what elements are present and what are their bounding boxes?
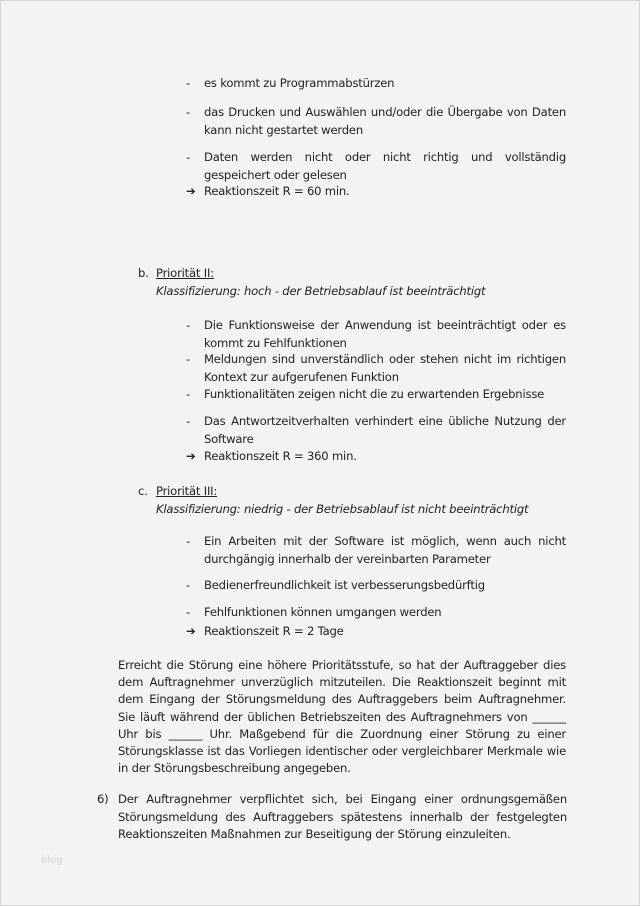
- escalation-paragraph: Erreicht die Störung eine höhere Prioritätsstufe, so hat der Auftraggeber dies dem Auftragnehmer unverzüglich mitzuteilen. Die Reaktionszeit beginnt mit dem Eingang der Störungsmeldung des Auftraggebers beim Auftragnehmer. Sie läuft während der üblichen Betriebszeiten des Auftragnehmers von ______ Uhr bis ______ Uhr. Maßgebend für die Zuordnung einer Störung zu einer Störungsklasse ist das Vorliegen identischer oder vergleichbarer Merkmale wie in der Störungsbeschreibung angegeben.: [118, 658, 566, 776]
- list-marker: c.: [138, 484, 148, 498]
- reaction-text: Reaktionszeit R = 2 Tage: [204, 624, 344, 638]
- dash-marker: -: [186, 150, 190, 164]
- arrow-icon: ➔: [186, 449, 196, 463]
- classification: Klassifizierung: hoch - der Betriebsablauf ist beeinträchtigt: [156, 283, 486, 298]
- bullet-text: Meldungen sind unverständlich oder stehen nicht im richtigen Kontext zur aufgerufenen Funktion: [204, 352, 566, 384]
- reaction-text: Reaktionszeit R = 360 min.: [204, 449, 357, 463]
- bullet-item: [186, 104, 566, 139]
- priority-3-heading: [138, 483, 568, 518]
- dash-marker: -: [186, 578, 190, 592]
- dash-marker: -: [186, 76, 190, 90]
- reaction-time: [186, 183, 566, 201]
- bullet-text: Fehlfunktionen können umgangen werden: [204, 605, 442, 619]
- bullet-text: Funktionalitäten zeigen nicht die zu erwartenden Ergebnisse: [204, 387, 545, 401]
- bullet-item: [186, 577, 566, 595]
- arrow-icon: ➔: [186, 624, 196, 638]
- bullet-item: [186, 75, 566, 93]
- bullet-item: [186, 413, 566, 448]
- reaction-time: [186, 623, 566, 641]
- dash-marker: -: [186, 318, 190, 332]
- arrow-icon: ➔: [186, 184, 196, 198]
- bullet-item: [186, 317, 566, 352]
- bullet-item: [186, 386, 566, 404]
- bullet-item: [186, 604, 566, 622]
- bullet-text: Bedienerfreundlichkeit ist verbesserungsbedürftig: [204, 578, 485, 592]
- bullet-item: [186, 149, 566, 184]
- bullet-item: [186, 351, 566, 386]
- item-6: [97, 791, 567, 844]
- list-marker: b.: [138, 266, 149, 280]
- dash-marker: -: [186, 352, 190, 366]
- classification: Klassifizierung: niedrig - der Betriebsablauf ist nicht beeinträchtigt: [156, 501, 529, 516]
- watermark: blog: [41, 855, 63, 866]
- item-6-text: Der Auftragnehmer verpflichtet sich, bei Eingang einer ordnungsgemäßen Störungsmeldung des Auftraggebers spätestens innerhalb der festgelegten Reaktionszeiten Maßnahmen zur Beseitigung der Störung einzuleiten.: [118, 792, 567, 842]
- bullet-text: Daten werden nicht oder nicht richtig und vollständig gespeichert oder gelesen: [204, 150, 566, 182]
- dash-marker: -: [186, 105, 190, 119]
- priority-title: Priorität II:: [156, 266, 214, 280]
- bullet-item: [186, 533, 566, 568]
- dash-marker: -: [186, 534, 190, 548]
- bullet-text: Das Antwortzeitverhalten verhindert eine übliche Nutzung der Software: [204, 414, 566, 446]
- reaction-time: [186, 448, 566, 466]
- reaction-text: Reaktionszeit R = 60 min.: [204, 184, 350, 198]
- priority-title: Priorität III:: [156, 484, 218, 498]
- list-marker: 6): [97, 792, 109, 806]
- priority-2-heading: [138, 265, 568, 300]
- dash-marker: -: [186, 414, 190, 428]
- bullet-text: es kommt zu Programmabstürzen: [204, 76, 395, 90]
- dash-marker: -: [186, 387, 190, 401]
- bullet-text: Ein Arbeiten mit der Software ist möglich, wenn auch nicht durchgängig innerhalb der vereinbarten Parameter: [204, 534, 566, 566]
- bullet-text: Die Funktionsweise der Anwendung ist beeinträchtigt oder es kommt zu Fehlfunktionen: [204, 318, 566, 350]
- dash-marker: -: [186, 605, 190, 619]
- bullet-text: das Drucken und Auswählen und/oder die Übergabe von Daten kann nicht gestartet werden: [204, 105, 566, 137]
